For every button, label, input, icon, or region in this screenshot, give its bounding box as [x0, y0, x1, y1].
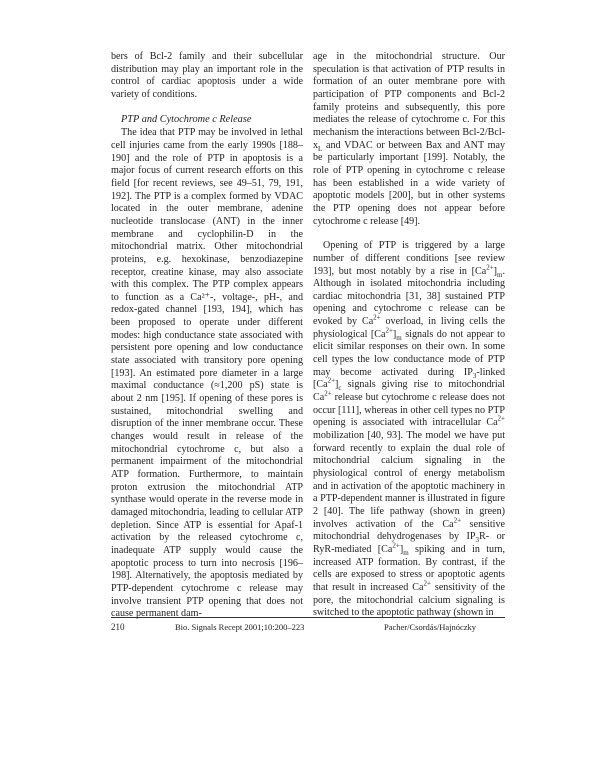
text-run: and VDAC or between Bax and ANT may be particularly important [199]. Notably, the role of PTP opening in cytochrome c release has been established in a wide variety of apoptotic models [200], but in other systems the PTP opening does not appear before cytochrome c release [49]. [313, 139, 505, 227]
text-run: ] [493, 265, 498, 277]
text-run: signals giving rise to mitochondrial Ca [313, 379, 505, 404]
superscript: 2+ [385, 326, 393, 335]
paragraph-ptp-intro: The idea that PTP may be involved in lethal cell injuries came from the early 1990s [188–190] and the role of PTP in apoptosis is a major focus of current research efforts on this field [for recent reviews, see 49–51, 79, 191, 192]. The PTP is a complex formed by VDAC located in the outer membrane, adenine nucleotide translocase (ANT) in the inner membrane and cyclophilin-D in the mitochondrial matrix. Other mitochondrial proteins, e.g. hexokinase, benzodiazepine receptor, creatine kinase, may also associate with this complex. The PTP complex appears to function as a Ca²⁺-, voltage-, pH-, and redox-gated channel [193, 194], which has been proposed to operate under different modes: high conductance state associated with persistent pore opening and low conductance state associated with transitory pore opening [193]. An estimated pore diameter in a large maximal conductance (≈1,200 pS) state is about 2 nm [195]. If opening of these pores is sustained, mitochondrial swelling and disruption of the inner membrane occur. These changes would result in release of the mitochondrial cytochrome c, but also a permanent impairment of the mitochondrial ATP formation. Furthermore, to maintain proton extrusion the mitochondrial ATP synthase would operate in the reverse mode in damaged mitochondria, leading to cellular ATP depletion. Since ATP is essential for Apaf-1 activation by the released cytochrome c, inadequate ATP supply would cause the apoptotic process to turn into necrosis [196–198]. Alternatively, the apoptosis mediated by PTP-dependent cytochrome c release may involve transient PTP opening that does not cause permanent dam- [111, 127, 303, 620]
section-heading: PTP and Cytochrome c Release [121, 113, 252, 125]
page-number: 210 [111, 622, 125, 632]
text-run: spiking and in turn, increased ATP formation. By contrast, if the cells are exposed to stress or apoptotic agents that result in increased Ca [313, 543, 505, 593]
subscript: m [497, 270, 503, 279]
paragraph-continued: bers of Bcl-2 family and their subcellular distribution may play an important role in the control of cardiac apoptosis under a wide variety of conditions. [111, 51, 303, 100]
text-run: overload, in living cells the physiological [Ca [313, 316, 505, 340]
subscript: 3 [472, 371, 477, 380]
text-run: release but cytochrome c release does not occur [111], whereas in other cell types no PTP opening is associated with intracellular Ca [313, 392, 505, 429]
text-run: Opening of PTP is triggered by a large number of different conditions [see review 193], but most notably by a rise in [Ca [313, 240, 505, 277]
subscript: 3 [475, 536, 480, 545]
text-run: -linked [Ca [313, 366, 505, 391]
superscript: 2+ [423, 579, 431, 588]
text-run: ] [392, 328, 397, 340]
journal-citation: Bio. Signals Recept 2001;10:200–223 [175, 622, 305, 632]
subscript: m [396, 333, 402, 342]
text-run: age in the mitochondrial structure. Our speculation is that activation of PTP results in formation of an outer membrane pore with participation of PTP components and Bcl-2 family proteins and subsequently, this pore mediates the release of cytochrome c. For this mechanism the interactions between Bcl-2/Bcl-x [313, 51, 505, 151]
text-run: . Although in isolated mitochondria including cardiac mitochondria [31, 38] sustained PTP opening and cytochrome c release can be evoked by Ca [313, 265, 505, 328]
running-authors: Pacher/Csordás/Hajnóczky [384, 622, 477, 632]
text-run: sensitivity of the pore, the mitochondrial calcium signaling is switched to the apoptotic pathway (shown in [313, 581, 506, 619]
subscript: L [318, 144, 323, 153]
text-run: signals do not appear to elicit similar responses on their own. In some cell types the low conductance mode of PTP may become activated during IP [313, 328, 506, 378]
left-column [111, 51, 303, 621]
text-run: R- or RyR-mediated [Ca [313, 531, 505, 555]
text-run: mobilization [40, 93]. The model we have put forward recently to explain the dual role of mitochondrial calcium signaling in the physiological control of energy metabolism and in activation of the apoptotic machinery in a PTP-dependent manner is illustrated in figure 2 [40]. The life pathway (shown in green) involves activation of the Ca [313, 430, 505, 530]
subscript: m [403, 548, 409, 557]
footer-rule [111, 617, 505, 618]
text-run: ] [399, 543, 404, 555]
superscript: 2+ [453, 516, 462, 525]
subscript: c [338, 384, 342, 393]
superscript: 2+ [373, 313, 381, 322]
superscript: 2+ [324, 389, 332, 398]
superscript: 2+ [486, 263, 494, 272]
superscript: 2+ [392, 541, 400, 550]
paragraph-ptp-trigger [313, 240, 505, 620]
paragraph-ptp-speculation [313, 51, 505, 228]
superscript: 2+ [497, 415, 505, 424]
right-column [313, 51, 505, 620]
text-run: sensitive mitochondrial dehydrogenases by IP [313, 518, 505, 543]
superscript: 2+ [327, 377, 336, 386]
text-run: ] [335, 379, 339, 391]
